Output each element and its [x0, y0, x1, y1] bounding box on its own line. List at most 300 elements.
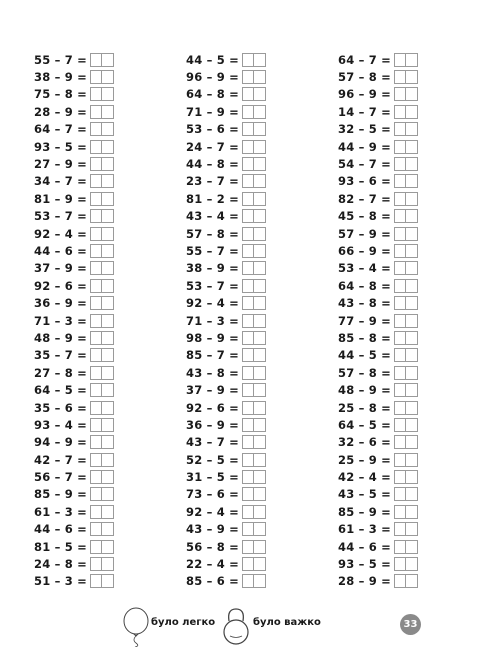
answer-boxes	[242, 348, 266, 362]
answer-box-ones[interactable]	[406, 105, 418, 119]
answer-box-ones[interactable]	[406, 314, 418, 328]
balloon-icon[interactable]	[121, 607, 151, 647]
answer-box-ones[interactable]	[102, 557, 114, 571]
exercise-row	[338, 468, 418, 485]
answer-box-ones[interactable]	[102, 453, 114, 467]
exercise-row	[338, 138, 418, 155]
exercise-row	[186, 416, 266, 433]
answer-box-tens[interactable]	[90, 140, 102, 154]
answer-box-tens[interactable]	[394, 209, 406, 223]
exercise-expression: 32 – 5 =	[338, 122, 392, 137]
answer-boxes	[90, 174, 114, 188]
answer-box-tens[interactable]	[394, 435, 406, 449]
exercise-row	[186, 155, 266, 172]
answer-box-tens[interactable]	[242, 174, 254, 188]
answer-box-ones[interactable]	[102, 87, 114, 101]
answer-box-tens[interactable]	[90, 157, 102, 171]
answer-box-tens[interactable]	[90, 418, 102, 432]
answer-boxes	[90, 470, 114, 484]
answer-box-tens[interactable]	[242, 53, 254, 67]
exercise-expression: 92 – 4 =	[186, 504, 240, 519]
answer-box-ones[interactable]	[406, 122, 418, 136]
exercise-row	[186, 277, 266, 294]
answer-boxes	[394, 209, 418, 223]
answer-box-tens[interactable]	[90, 192, 102, 206]
answer-box-tens[interactable]	[242, 87, 254, 101]
answer-box-ones[interactable]	[254, 418, 266, 432]
answer-box-tens[interactable]	[90, 435, 102, 449]
answer-box-ones[interactable]	[406, 261, 418, 275]
answer-box-tens[interactable]	[90, 348, 102, 362]
exercise-row	[338, 503, 418, 520]
answer-box-tens[interactable]	[90, 296, 102, 310]
answer-box-tens[interactable]	[90, 505, 102, 519]
exercise-row	[34, 121, 114, 138]
answer-box-ones[interactable]	[406, 157, 418, 171]
answer-box-ones[interactable]	[406, 574, 418, 588]
answer-box-tens[interactable]	[394, 244, 406, 258]
answer-box-ones[interactable]	[102, 53, 114, 67]
answer-box-ones[interactable]	[102, 522, 114, 536]
exercise-row	[338, 190, 418, 207]
answer-box-tens[interactable]	[90, 70, 102, 84]
exercise-row	[338, 225, 418, 242]
answer-box-tens[interactable]	[242, 522, 254, 536]
answer-boxes	[242, 574, 266, 588]
answer-box-ones[interactable]	[102, 574, 114, 588]
answer-box-tens[interactable]	[242, 227, 254, 241]
exercise-expression: 61 – 3 =	[34, 504, 88, 519]
exercise-expression: 57 – 8 =	[338, 365, 392, 380]
answer-box-tens[interactable]	[90, 487, 102, 501]
answer-box-tens[interactable]	[242, 314, 254, 328]
answer-box-tens[interactable]	[242, 366, 254, 380]
answer-box-ones[interactable]	[406, 401, 418, 415]
exercise-expression: 64 – 8 =	[338, 278, 392, 293]
exercise-row	[338, 103, 418, 120]
answer-box-tens[interactable]	[90, 314, 102, 328]
exercise-expression: 44 – 6 =	[34, 243, 88, 258]
answer-box-tens[interactable]	[242, 557, 254, 571]
answer-box-ones[interactable]	[254, 157, 266, 171]
answer-box-tens[interactable]	[242, 244, 254, 258]
exercise-expression: 23 – 7 =	[186, 174, 240, 189]
answer-box-tens[interactable]	[394, 174, 406, 188]
answer-box-tens[interactable]	[242, 70, 254, 84]
exercise-expression: 22 – 4 =	[186, 557, 240, 572]
answer-boxes	[394, 331, 418, 345]
answer-box-tens[interactable]	[242, 348, 254, 362]
exercise-expression: 25 – 9 =	[338, 452, 392, 467]
answer-box-ones[interactable]	[406, 244, 418, 258]
answer-box-ones[interactable]	[406, 70, 418, 84]
answer-box-ones[interactable]	[102, 418, 114, 432]
answer-boxes	[90, 140, 114, 154]
answer-box-tens[interactable]	[90, 227, 102, 241]
answer-boxes	[90, 505, 114, 519]
answer-box-ones[interactable]	[406, 435, 418, 449]
answer-box-ones[interactable]	[254, 366, 266, 380]
answer-box-tens[interactable]	[394, 470, 406, 484]
exercise-expression: 81 – 2 =	[186, 191, 240, 206]
answer-box-ones[interactable]	[254, 383, 266, 397]
answer-boxes	[90, 401, 114, 415]
exercise-row	[338, 121, 418, 138]
answer-box-tens[interactable]	[394, 157, 406, 171]
answer-box-ones[interactable]	[102, 331, 114, 345]
answer-box-ones[interactable]	[254, 87, 266, 101]
exercise-expression: 14 – 7 =	[338, 104, 392, 119]
answer-box-ones[interactable]	[406, 87, 418, 101]
exercise-expression: 93 – 6 =	[338, 174, 392, 189]
exercise-row	[186, 51, 266, 68]
answer-box-ones[interactable]	[254, 53, 266, 67]
exercise-expression: 64 – 8 =	[186, 87, 240, 102]
exercise-row	[186, 555, 266, 572]
answer-box-tens[interactable]	[394, 418, 406, 432]
answer-box-ones[interactable]	[406, 53, 418, 67]
answer-box-tens[interactable]	[90, 87, 102, 101]
answer-boxes	[242, 261, 266, 275]
exercise-row	[34, 399, 114, 416]
answer-box-ones[interactable]	[102, 279, 114, 293]
answer-box-tens[interactable]	[242, 540, 254, 554]
answer-box-ones[interactable]	[406, 383, 418, 397]
answer-box-tens[interactable]	[242, 296, 254, 310]
answer-boxes	[242, 174, 266, 188]
answer-box-ones[interactable]	[254, 314, 266, 328]
answer-box-tens[interactable]	[90, 174, 102, 188]
answer-box-tens[interactable]	[394, 540, 406, 554]
answer-box-tens[interactable]	[90, 522, 102, 536]
exercise-row	[34, 242, 114, 259]
answer-box-tens[interactable]	[242, 209, 254, 223]
answer-box-ones[interactable]	[102, 227, 114, 241]
exercise-row	[338, 51, 418, 68]
answer-box-tens[interactable]	[394, 557, 406, 571]
exercise-row	[338, 573, 418, 590]
exercise-row	[34, 538, 114, 555]
answer-box-ones[interactable]	[254, 122, 266, 136]
easy-label: було легко	[151, 617, 216, 628]
answer-box-ones[interactable]	[406, 522, 418, 536]
answer-box-ones[interactable]	[102, 122, 114, 136]
exercise-expression: 55 – 7 =	[186, 243, 240, 258]
answer-box-tens[interactable]	[90, 209, 102, 223]
answer-boxes	[242, 105, 266, 119]
answer-boxes	[394, 435, 418, 449]
exercise-row	[34, 555, 114, 572]
answer-box-tens[interactable]	[242, 505, 254, 519]
answer-box-tens[interactable]	[242, 574, 254, 588]
answer-box-ones[interactable]	[102, 192, 114, 206]
answer-boxes	[90, 435, 114, 449]
answer-box-ones[interactable]	[254, 435, 266, 449]
answer-box-tens[interactable]	[90, 105, 102, 119]
exercise-expression: 56 – 7 =	[34, 470, 88, 485]
answer-box-tens[interactable]	[394, 122, 406, 136]
answer-box-tens[interactable]	[242, 261, 254, 275]
exercise-expression: 54 – 7 =	[338, 157, 392, 172]
exercise-expression: 34 – 7 =	[34, 174, 88, 189]
answer-box-ones[interactable]	[254, 557, 266, 571]
answer-boxes	[394, 487, 418, 501]
answer-box-tens[interactable]	[90, 244, 102, 258]
exercise-expression: 85 – 6 =	[186, 574, 240, 589]
answer-box-ones[interactable]	[254, 209, 266, 223]
exercise-row	[34, 416, 114, 433]
answer-box-tens[interactable]	[394, 279, 406, 293]
answer-box-ones[interactable]	[254, 244, 266, 258]
answer-box-ones[interactable]	[254, 348, 266, 362]
answer-box-ones[interactable]	[102, 487, 114, 501]
answer-boxes	[394, 296, 418, 310]
answer-box-tens[interactable]	[242, 105, 254, 119]
answer-box-tens[interactable]	[90, 401, 102, 415]
answer-boxes	[394, 522, 418, 536]
answer-boxes	[242, 192, 266, 206]
answer-box-ones[interactable]	[254, 401, 266, 415]
answer-box-tens[interactable]	[242, 331, 254, 345]
exercise-expression: 43 – 5 =	[338, 487, 392, 502]
answer-box-tens[interactable]	[394, 227, 406, 241]
answer-box-tens[interactable]	[90, 261, 102, 275]
answer-box-ones[interactable]	[254, 470, 266, 484]
exercise-row	[186, 68, 266, 85]
answer-box-ones[interactable]	[406, 418, 418, 432]
answer-boxes	[242, 522, 266, 536]
exercise-row	[34, 312, 114, 329]
exercise-row	[338, 277, 418, 294]
answer-box-tens[interactable]	[242, 470, 254, 484]
answer-boxes	[90, 487, 114, 501]
answer-box-ones[interactable]	[254, 296, 266, 310]
kettlebell-icon[interactable]	[221, 605, 251, 647]
answer-boxes	[242, 487, 266, 501]
answer-box-ones[interactable]	[102, 348, 114, 362]
answer-boxes	[90, 244, 114, 258]
exercise-row	[186, 312, 266, 329]
answer-box-ones[interactable]	[102, 540, 114, 554]
answer-box-ones[interactable]	[406, 331, 418, 345]
answer-box-ones[interactable]	[254, 453, 266, 467]
answer-boxes	[242, 157, 266, 171]
answer-box-ones[interactable]	[406, 227, 418, 241]
answer-boxes	[90, 192, 114, 206]
answer-box-ones[interactable]	[254, 505, 266, 519]
answer-box-ones[interactable]	[406, 348, 418, 362]
exercise-expression: 57 – 8 =	[338, 70, 392, 85]
answer-boxes	[90, 157, 114, 171]
answer-box-ones[interactable]	[406, 192, 418, 206]
answer-boxes	[394, 140, 418, 154]
answer-box-tens[interactable]	[394, 348, 406, 362]
exercise-row	[34, 86, 114, 103]
answer-box-ones[interactable]	[102, 505, 114, 519]
exercise-expression: 77 – 9 =	[338, 313, 392, 328]
answer-boxes	[394, 401, 418, 415]
page-number: 33	[400, 614, 421, 635]
exercise-row	[34, 486, 114, 503]
answer-boxes	[90, 574, 114, 588]
answer-box-tens[interactable]	[242, 192, 254, 206]
answer-box-tens[interactable]	[90, 53, 102, 67]
exercise-expression: 43 – 8 =	[186, 365, 240, 380]
answer-box-ones[interactable]	[102, 314, 114, 328]
answer-box-tens[interactable]	[394, 487, 406, 501]
answer-box-tens[interactable]	[394, 192, 406, 206]
answer-box-ones[interactable]	[102, 261, 114, 275]
answer-box-ones[interactable]	[102, 401, 114, 415]
answer-box-tens[interactable]	[90, 331, 102, 345]
answer-box-ones[interactable]	[254, 574, 266, 588]
answer-box-ones[interactable]	[406, 453, 418, 467]
exercise-row	[34, 155, 114, 172]
answer-boxes	[90, 261, 114, 275]
answer-box-ones[interactable]	[254, 192, 266, 206]
answer-boxes	[242, 453, 266, 467]
answer-box-tens[interactable]	[394, 105, 406, 119]
answer-box-tens[interactable]	[90, 279, 102, 293]
answer-box-tens[interactable]	[394, 522, 406, 536]
answer-box-ones[interactable]	[254, 70, 266, 84]
answer-boxes	[394, 505, 418, 519]
answer-box-ones[interactable]	[102, 105, 114, 119]
answer-box-ones[interactable]	[254, 522, 266, 536]
answer-box-ones[interactable]	[102, 209, 114, 223]
exercise-expression: 43 – 7 =	[186, 435, 240, 450]
answer-boxes	[242, 470, 266, 484]
answer-box-tens[interactable]	[242, 487, 254, 501]
answer-box-tens[interactable]	[394, 261, 406, 275]
answer-box-ones[interactable]	[406, 209, 418, 223]
exercise-row	[34, 260, 114, 277]
exercise-expression: 48 – 9 =	[338, 383, 392, 398]
exercise-row	[338, 86, 418, 103]
answer-box-tens[interactable]	[394, 366, 406, 380]
answer-box-tens[interactable]	[242, 122, 254, 136]
answer-box-tens[interactable]	[90, 574, 102, 588]
answer-box-ones[interactable]	[406, 174, 418, 188]
answer-box-ones[interactable]	[406, 366, 418, 380]
answer-box-tens[interactable]	[394, 401, 406, 415]
answer-box-tens[interactable]	[90, 383, 102, 397]
exercise-expression: 75 – 8 =	[34, 87, 88, 102]
answer-boxes	[242, 87, 266, 101]
exercise-expression: 52 – 5 =	[186, 452, 240, 467]
exercise-row	[186, 86, 266, 103]
answer-box-tens[interactable]	[242, 401, 254, 415]
answer-box-ones[interactable]	[406, 557, 418, 571]
answer-box-tens[interactable]	[394, 70, 406, 84]
answer-box-tens[interactable]	[90, 122, 102, 136]
answer-box-tens[interactable]	[394, 453, 406, 467]
answer-box-tens[interactable]	[242, 279, 254, 293]
answer-box-tens[interactable]	[394, 53, 406, 67]
exercise-expression: 55 – 7 =	[34, 52, 88, 67]
answer-box-ones[interactable]	[102, 296, 114, 310]
exercise-expression: 43 – 9 =	[186, 522, 240, 537]
answer-box-ones[interactable]	[406, 296, 418, 310]
answer-box-tens[interactable]	[394, 574, 406, 588]
exercise-row	[186, 573, 266, 590]
answer-box-tens[interactable]	[242, 157, 254, 171]
exercise-expression: 98 – 9 =	[186, 330, 240, 345]
answer-box-tens[interactable]	[242, 435, 254, 449]
answer-box-tens[interactable]	[394, 87, 406, 101]
exercise-expression: 64 – 7 =	[338, 52, 392, 67]
answer-box-ones[interactable]	[102, 383, 114, 397]
answer-box-ones[interactable]	[102, 70, 114, 84]
answer-box-tens[interactable]	[394, 505, 406, 519]
exercise-row	[338, 521, 418, 538]
exercise-expression: 53 – 7 =	[34, 209, 88, 224]
exercise-row	[338, 381, 418, 398]
exercise-expression: 45 – 8 =	[338, 209, 392, 224]
answer-box-ones[interactable]	[254, 227, 266, 241]
answer-box-ones[interactable]	[406, 487, 418, 501]
answer-box-tens[interactable]	[394, 314, 406, 328]
answer-box-ones[interactable]	[254, 487, 266, 501]
exercise-row	[338, 416, 418, 433]
answer-box-ones[interactable]	[102, 435, 114, 449]
answer-box-ones[interactable]	[254, 105, 266, 119]
exercise-expression: 44 – 8 =	[186, 157, 240, 172]
exercise-expression: 31 – 5 =	[186, 470, 240, 485]
answer-box-tens[interactable]	[242, 140, 254, 154]
answer-box-ones[interactable]	[102, 366, 114, 380]
answer-box-tens[interactable]	[90, 470, 102, 484]
answer-box-tens[interactable]	[394, 296, 406, 310]
answer-box-ones[interactable]	[406, 470, 418, 484]
answer-box-ones[interactable]	[254, 261, 266, 275]
answer-box-ones[interactable]	[254, 331, 266, 345]
answer-boxes	[242, 366, 266, 380]
answer-box-ones[interactable]	[102, 157, 114, 171]
answer-box-tens[interactable]	[394, 140, 406, 154]
answer-box-tens[interactable]	[394, 383, 406, 397]
answer-boxes	[90, 105, 114, 119]
answer-box-ones[interactable]	[102, 244, 114, 258]
exercise-row	[34, 521, 114, 538]
answer-box-tens[interactable]	[242, 418, 254, 432]
answer-box-tens[interactable]	[90, 453, 102, 467]
exercise-expression: 48 – 9 =	[34, 330, 88, 345]
answer-box-ones[interactable]	[406, 505, 418, 519]
exercise-row	[186, 138, 266, 155]
answer-box-tens[interactable]	[394, 331, 406, 345]
answer-box-ones[interactable]	[406, 540, 418, 554]
answer-box-ones[interactable]	[254, 540, 266, 554]
exercise-row	[186, 260, 266, 277]
answer-box-ones[interactable]	[406, 140, 418, 154]
answer-box-tens[interactable]	[242, 453, 254, 467]
answer-box-ones[interactable]	[254, 279, 266, 293]
answer-boxes	[394, 418, 418, 432]
answer-box-tens[interactable]	[90, 540, 102, 554]
exercise-row	[34, 364, 114, 381]
answer-box-ones[interactable]	[102, 174, 114, 188]
answer-box-ones[interactable]	[102, 140, 114, 154]
answer-box-tens[interactable]	[90, 557, 102, 571]
answer-box-ones[interactable]	[102, 470, 114, 484]
answer-box-ones[interactable]	[406, 279, 418, 293]
answer-box-tens[interactable]	[242, 383, 254, 397]
answer-box-ones[interactable]	[254, 140, 266, 154]
answer-boxes	[242, 505, 266, 519]
answer-box-ones[interactable]	[254, 174, 266, 188]
answer-box-tens[interactable]	[90, 366, 102, 380]
